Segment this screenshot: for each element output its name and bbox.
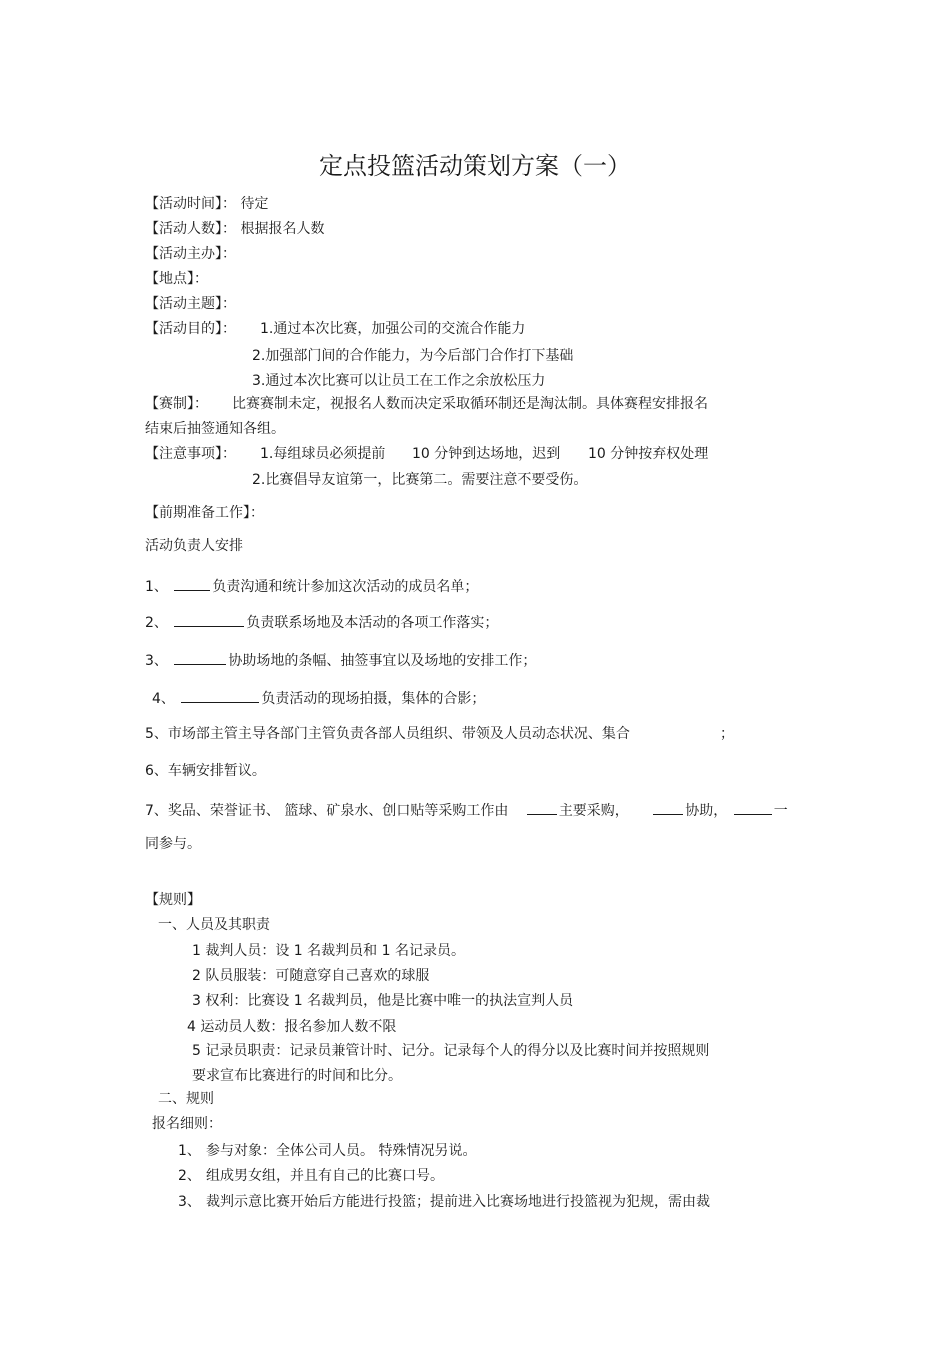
prep-item-3 [145,650,536,670]
signup-item-2-number: 2、 [178,1168,201,1184]
name-blank[interactable] [174,650,226,665]
activity-purpose-label: 【活动目的】： [145,321,236,337]
prep-item-7-text-d: 一 [773,803,788,819]
note-1-part-b: 10 分钟到达场地，迟到 [412,446,561,462]
rule-4: 4 运动员人数：报名参加人数不限 [187,1019,397,1035]
name-blank[interactable] [174,576,210,591]
signup-heading: 报名细则： [152,1116,222,1132]
prep-item-1-number: 1、 [145,579,168,595]
signup-item-2-text: 组成男女组，并且有自己的比赛口号。 [206,1168,444,1184]
prep-item-7-text-c: 协助， [685,803,728,819]
prep-item-7 [145,800,788,820]
name-blank[interactable] [653,800,683,815]
signup-item-1-text: 参与对象：全体公司人员。 特殊情况另说。 [206,1143,477,1159]
prep-item-2-text: 负责联系场地及本活动的各项工作落实； [246,615,499,631]
signup-item-3-number: 3、 [178,1194,201,1210]
format-text-line1: 比赛赛制未定，视报名人数而决定采取循环制还是淘汰制。具体赛程安排报名 [232,396,708,412]
prep-item-5: 5、市场部主管主导各部门主管负责各部人员组织、带领及人员动态状况、集合 [145,726,630,742]
name-blank[interactable] [181,688,259,703]
activity-host: 【活动主办】： [145,246,236,262]
signup-item-1-number: 1、 [178,1143,201,1159]
note-1-part-a: 1.每组球员必须提前 [260,446,386,462]
prep-item-5-end: ； [720,726,734,742]
prep-item-7-text-a: 7、奖品、荣誉证书、 篮球、矿泉水、创口贴等采购工作由 [145,803,509,819]
note-2: 2.比赛倡导友谊第一，比赛第二。需要注意不要受伤。 [252,472,588,488]
prep-item-3-number: 3、 [145,653,168,669]
prep-item-7-continued: 同参与。 [145,836,201,852]
format-label: 【赛制】： [145,396,208,412]
name-blank[interactable] [174,612,244,627]
rules-heading: 【规则】 [145,892,201,908]
prep-item-4-number: 4、 [152,691,175,707]
name-blank[interactable] [734,800,772,815]
prep-item-6: 6、车辆安排暂议。 [145,763,266,779]
format-text-line2: 结束后抽签通知各组。 [145,421,285,437]
rule-5-line1: 5 记录员职责：记录员兼管计时、记分。记录每个人的得分以及比赛时间并按照规则 [192,1043,710,1059]
page-title: 定点投篮活动策划方案（一） [319,152,631,180]
prep-item-2-number: 2、 [145,615,168,631]
activity-people: 【活动人数】： 根据报名人数 [145,221,325,237]
notes-label: 【注意事项】： [145,446,236,462]
rules-section-1: 一、人员及其职责 [158,917,270,933]
activity-place: 【地点】： [145,271,208,287]
prep-item-4 [152,688,485,708]
rule-5-line2: 要求宣布比赛进行的时间和比分。 [192,1068,402,1084]
prep-item-2 [145,612,498,632]
purpose-item-1: 1.通过本次比赛，加强公司的交流合作能力 [260,321,526,337]
purpose-item-2: 2.加强部门间的合作能力，为今后部门合作打下基础 [252,348,574,364]
prep-item-7-text-b: 主要采购， [558,803,629,819]
rule-2: 2 队员服装：可随意穿自己喜欢的球服 [192,968,430,984]
prep-subheading: 活动负责人安排 [145,538,243,554]
activity-theme: 【活动主题】： [145,296,236,312]
rule-3: 3 权利：比赛设 1 名裁判员，他是比赛中唯一的执法宣判人员 [192,993,574,1009]
rule-1: 1 裁判人员：设 1 名裁判员和 1 名记录员。 [192,943,465,959]
purpose-item-3: 3.通过本次比赛可以让员工在工作之余放松压力 [252,373,546,389]
prep-heading: 【前期准备工作】： [145,505,264,521]
name-blank[interactable] [527,800,557,815]
prep-item-3-text: 协助场地的条幅、抽签事宜以及场地的安排工作； [228,653,537,669]
prep-item-1 [145,576,478,596]
activity-time: 【活动时间】： 待定 [145,196,269,212]
prep-item-4-text: 负责活动的现场拍摄，集体的合影； [261,691,486,707]
signup-item-3-text: 裁判示意比赛开始后方能进行投篮；提前进入比赛场地进行投篮视为犯规，需由裁 [206,1194,710,1210]
note-1-part-c: 10 分钟按弃权处理 [588,446,709,462]
prep-item-1-text: 负责沟通和统计参加这次活动的成员名单； [212,579,479,595]
rules-section-2: 二、规则 [158,1091,214,1107]
